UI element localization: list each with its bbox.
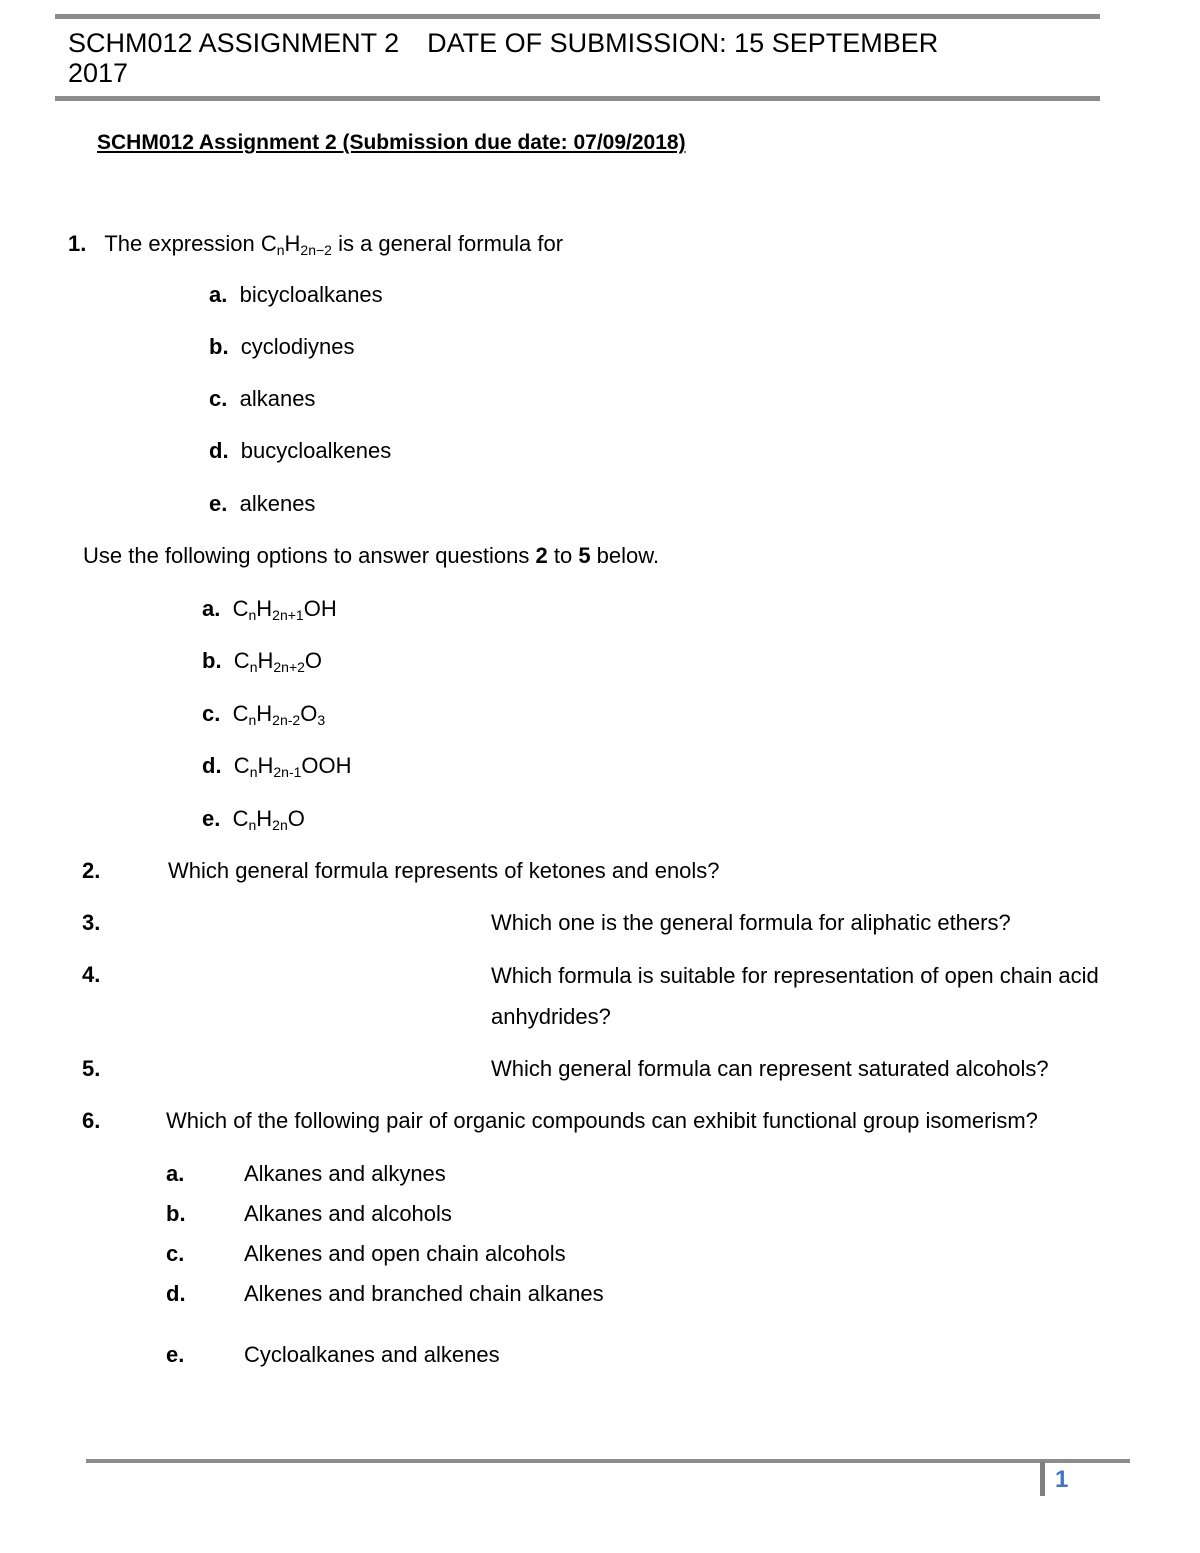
formula-h: H (284, 231, 301, 256)
question-4-number: 4. (82, 962, 101, 987)
q6-option-c-label: c. (166, 1241, 185, 1266)
formula-option-b: b. $C_nH_{2n+2}O$ (202, 648, 323, 675)
q1-option-c: c. alkanes (209, 386, 316, 411)
q6-option-a-text: Alkanes and alkynes (244, 1161, 446, 1186)
question-6-text: Which of the following pair of organic compounds can exhibit functional group isomerism? (166, 1108, 1038, 1133)
q1-option-e: e. alkenes (209, 491, 316, 516)
footer-rule (86, 1459, 1130, 1463)
question-2-text: Which general formula represents of ketones and enols? (168, 858, 720, 883)
question-3-text: Which one is the general formula for aliphatic ethers? (491, 910, 1011, 935)
q1-option-d: d. bucycloalkenes (209, 438, 392, 463)
instruction-text: Use the following options to answer questions 2 to 5 below. (83, 543, 660, 568)
q6-option-b-label: b. (166, 1201, 186, 1226)
q6-option-d-text: Alkenes and branched chain alkanes (244, 1281, 604, 1306)
q1-option-b: b. cyclodiynes (209, 334, 355, 359)
question-3-number: 3. (82, 910, 101, 935)
question-5-text: Which general formula can represent saturated alcohols? (491, 1056, 1049, 1081)
question-5-number: 5. (82, 1056, 101, 1081)
q6-option-c-text: Alkenes and open chain alcohols (244, 1241, 566, 1266)
question-1-text-after: is a general formula for (331, 231, 564, 256)
page-number-bar (1040, 1462, 1045, 1496)
question-1-text-before: The expression C (104, 231, 277, 256)
formula-sub-2n-2: 2n−2 (300, 242, 332, 258)
header-assignment: ASSIGNMENT 2 (198, 28, 400, 58)
header-date-label: DATE OF SUBMISSION: 15 SEPTEMBER (427, 28, 939, 58)
question-1 (68, 231, 563, 257)
q6-option-d-label: d. (166, 1281, 186, 1306)
header-year: 2017 (68, 58, 129, 88)
header-course: SCHM012 (68, 28, 193, 58)
header-bottom-rule (55, 96, 1100, 101)
question-2-number: 2. (82, 858, 101, 883)
q6-option-b-text: Alkanes and alcohols (244, 1201, 452, 1226)
question-1-number: 1. (68, 231, 87, 256)
question-4-text: Which formula is suitable for representation of open chain acid anhydrides? (491, 963, 1099, 1029)
formula-option-e: e. $C_nH_{2n}O$ (202, 806, 305, 833)
q6-option-e-text: Cycloalkanes and alkenes (244, 1342, 500, 1367)
page-number: 1 (1055, 1466, 1069, 1493)
header-top-rule (55, 14, 1100, 19)
q6-option-e-label: e. (166, 1342, 185, 1367)
page-subtitle: SCHM012 Assignment 2 (Submission due date: 07/09/2018) (97, 131, 686, 154)
q1-option-a: a. bicycloalkanes (209, 282, 383, 307)
formula-option-c: c. $C_nH_{2n-2}O_3$ (202, 701, 326, 728)
question-6-number: 6. (82, 1108, 101, 1133)
formula-sub-n: n (276, 242, 285, 258)
q6-option-a-label: a. (166, 1161, 185, 1186)
formula-option-a: a. $C_nH_{2n+1}OH$ (202, 596, 337, 623)
formula-option-d: d. $C_nH_{2n-1}OOH$ (202, 753, 352, 780)
header-title (68, 28, 1028, 88)
